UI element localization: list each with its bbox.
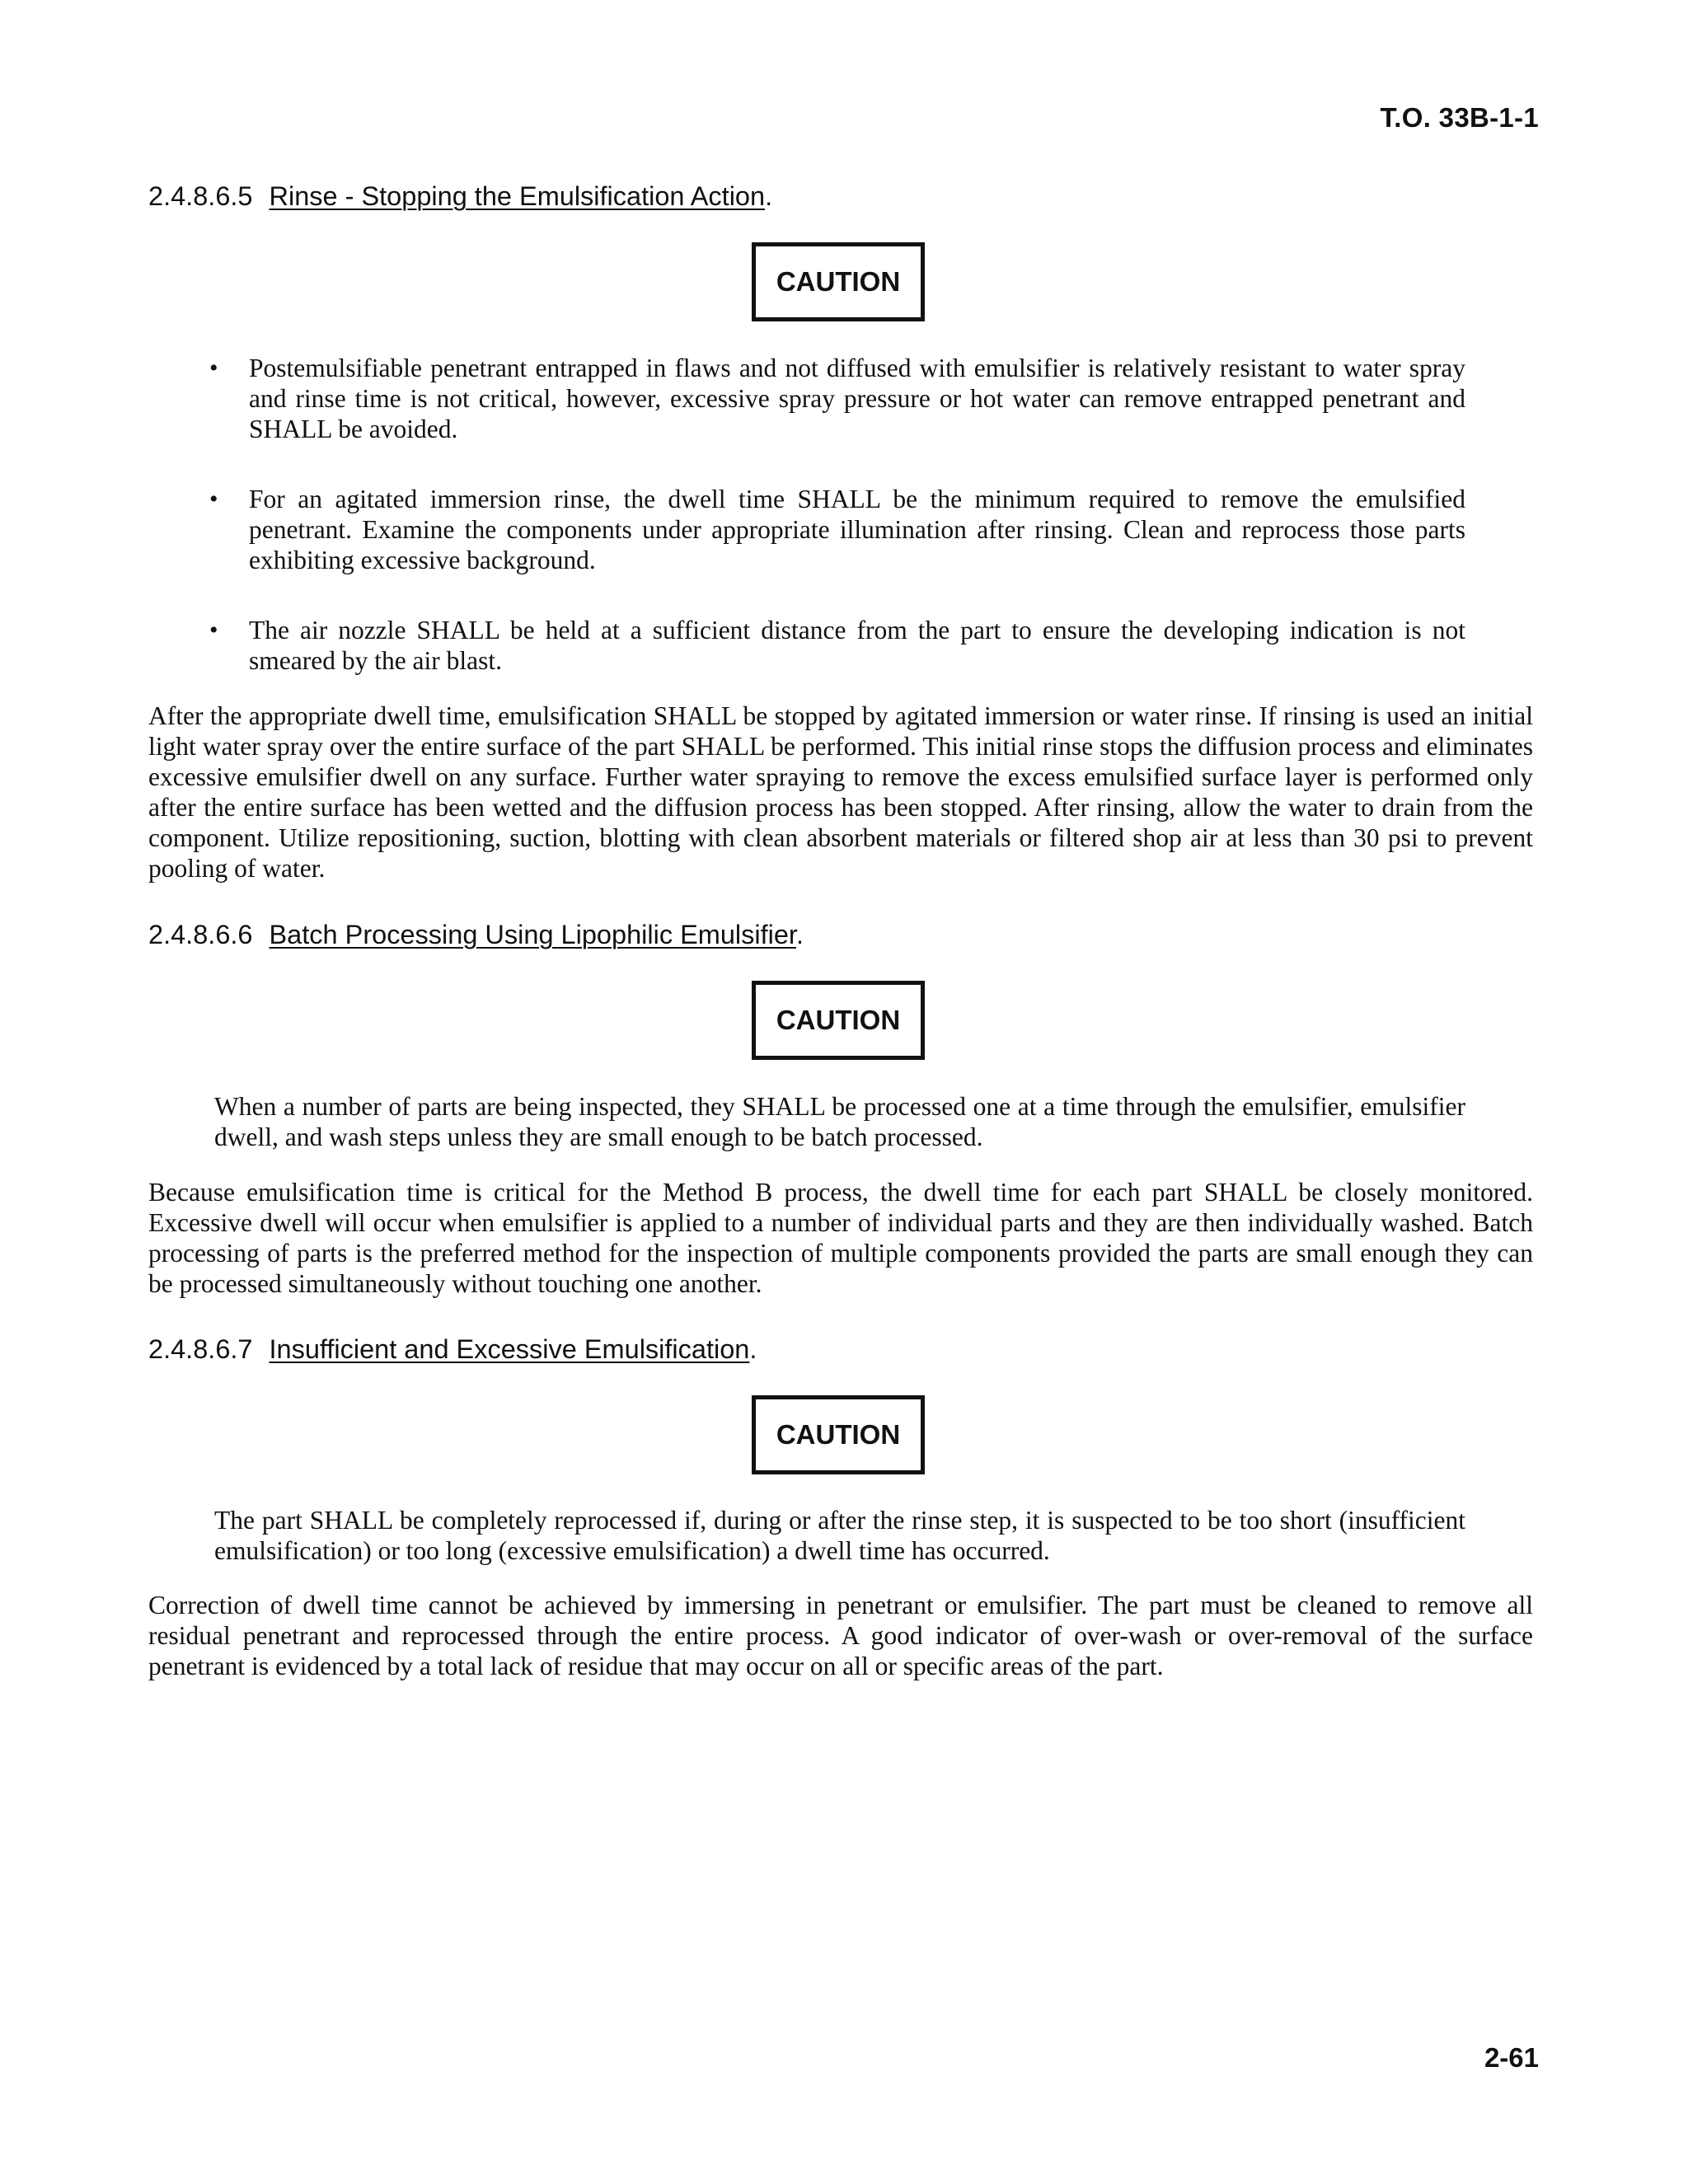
section-heading [148,1333,757,1366]
section-heading [148,180,772,213]
bullet-dot: • [209,485,218,513]
caution-label: CAUTION [776,266,901,297]
section-title: Rinse - Stopping the Emulsification Action [269,181,766,211]
caution-text: The part SHALL be completely reprocessed if, during or after the rinse step, it is suspected to be too short (insufficient emulsification) or too long (excessive emulsification) a dwell time has occurred. [214,1506,1465,1565]
heading-period: . [795,920,804,949]
section-number: 2.4.8.6.6 [148,920,253,949]
heading-period: . [749,1334,757,1364]
caution-label: CAUTION [776,1005,901,1035]
caution-box [752,981,925,1060]
caution-label: CAUTION [776,1419,901,1450]
heading-period: . [765,181,773,211]
caution-bullet [209,353,1465,444]
page-number: 2-61 [1484,2042,1539,2073]
caution-box [752,242,925,321]
caution-bullet-text: The air nozzle SHALL be held at a sufficient distance from the part to ensure the developing indication is not smeared by the air blast. [249,616,1465,675]
body-paragraph: Correction of dwell time cannot be achieved by immersing in penetrant or emulsifier. The part must be cleaned to remove all residual penetrant and reprocessed through the entire process. A good indicator of over-wash or over-removal of the surface penetrant is evidenced by a total lack of residue that may occur on all or specific areas of the part. [148,1591,1533,1680]
caution-bullet [209,484,1465,575]
caution-bullet-text: For an agitated immersion rinse, the dwell time SHALL be the minimum required to remove the emulsified penetrant. Examine the components under appropriate illumination after rinsing. Clean and reprocess those parts exhibiting excessive background. [249,485,1465,574]
bullet-dot: • [209,354,218,382]
section-title: Batch Processing Using Lipophilic Emulsifier [269,920,796,949]
section-number: 2.4.8.6.7 [148,1334,253,1364]
body-paragraph: After the appropriate dwell time, emulsification SHALL be stopped by agitated immersion or water rinse. If rinsing is used an initial light water spray over the entire surface of the part SHALL be performed. This initial rinse stops the diffusion process and eliminates excessive emulsifier dwell on any surface. Further water spraying to remove the excess emulsified surface layer is performed only after the entire surface has been wetted and the diffusion process has been stopped. After rinsing, allow the water to drain from the component. Utilize repositioning, suction, blotting with clean absorbent materials or filtered shop air at less than 30 psi to prevent pooling of water. [148,701,1533,883]
body-paragraph: Because emulsification time is critical for the Method B process, the dwell time for each part SHALL be closely monitored. Excessive dwell will occur when emulsifier is applied to a number of individual parts and they are then individually washed. Batch processing of parts is the preferred method for the inspection of multiple components provided the parts are small enough they can be processed simultaneously without touching one another. [148,1178,1533,1298]
bullet-dot: • [209,616,218,644]
caution-bullet-text: Postemulsifiable penetrant entrapped in flaws and not diffused with emulsifier is relatively resistant to water spray and rinse time is not critical, however, excessive spray pressure or hot water can remove entrapped penetrant and SHALL be avoided. [249,354,1465,443]
section-number: 2.4.8.6.5 [148,181,253,211]
caution-text: When a number of parts are being inspected, they SHALL be processed one at a time through the emulsifier, emulsifier dwell, and wash steps unless they are small enough to be batch processed. [214,1092,1465,1151]
caution-box [752,1395,925,1474]
section-heading [148,918,804,951]
section-title: Insufficient and Excessive Emulsification [269,1334,750,1364]
document-id: T.O. 33B-1-1 [1380,102,1539,133]
caution-bullet [209,615,1465,676]
